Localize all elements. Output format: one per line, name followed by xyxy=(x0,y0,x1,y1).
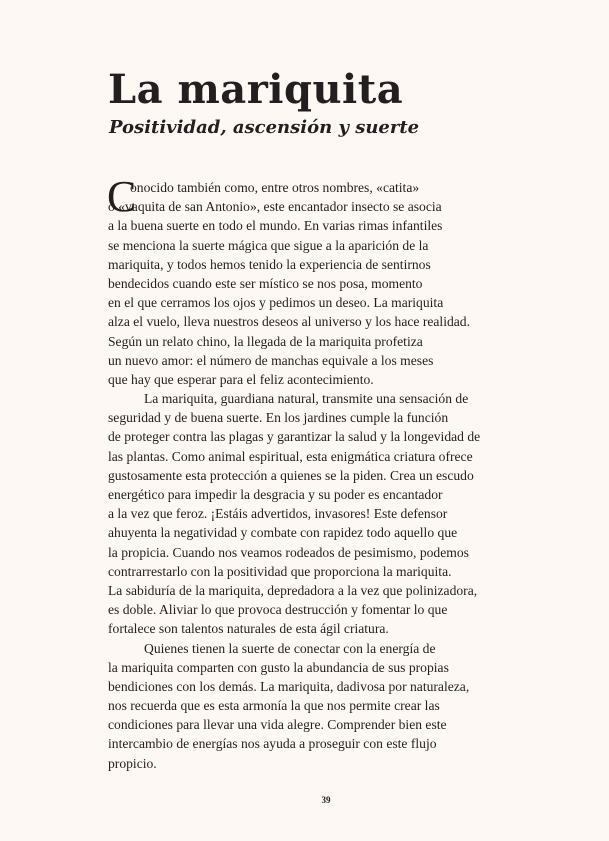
text-line: nos recuerda que es esta armonía la que nos permite crear las xyxy=(108,698,440,714)
page-number: 39 xyxy=(321,795,331,805)
page-subtitle: Positividad, ascensión y suerte xyxy=(109,117,420,138)
drop-cap: C xyxy=(107,172,137,221)
text-line: de proteger contra las plagas y garantizar la salud y la longevidad de xyxy=(108,429,481,445)
text-line: mariquita, y todos hemos tenido la experiencia de sentirnos xyxy=(108,256,431,272)
text-line: Según un relato chino, la llegada de la mariquita profetiza xyxy=(108,333,423,349)
text-line: la propicia. Cuando nos veamos rodeados de pesimismo, podemos xyxy=(108,544,469,560)
text-line: Quienes tienen la suerte de conectar con la energía de xyxy=(144,640,436,656)
text-line: C onocido también como, entre otros nombres, «catita» xyxy=(107,172,420,221)
text-line: bendiciones con los demás. La mariquita, dadivosa por naturaleza, xyxy=(108,678,470,694)
text-line: o «vaquita de san Antonio», este encantador insecto se asocia xyxy=(108,199,442,215)
text-line: alza el vuelo, lleva nuestros deseos al universo y los hace realidad. xyxy=(108,314,470,330)
body-text xyxy=(107,172,548,773)
text-line: gustosamente esta protección a quienes se la piden. Crea un escudo xyxy=(108,467,474,483)
text-line: ahuyenta la negatividad y combate con rapidez todo aquello que xyxy=(108,525,458,541)
text-line: intercambio de energías nos ayuda a proseguir con este flujo xyxy=(108,736,437,752)
text-line: la mariquita comparten con gusto la abundancia de sus propias xyxy=(108,659,449,675)
text-line: bendecidos cuando este ser místico se nos posa, momento xyxy=(108,275,423,291)
text-line: seguridad y de buena suerte. En los jardines cumple la función xyxy=(108,410,449,426)
text-line: un nuevo amor: el número de manchas equivale a los meses xyxy=(108,352,434,368)
text-line: fortalece son talentos naturales de esta ágil criatura. xyxy=(108,621,389,637)
text-line: condiciones para llevar una vida alegre. Comprender bien este xyxy=(108,717,447,733)
text-line: en el que cerramos los ojos y pedimos un deseo. La mariquita xyxy=(108,295,444,311)
text-line: las plantas. Como animal espiritual, esta enigmática criatura ofrece xyxy=(108,448,473,464)
text-line: a la buena suerte en todo el mundo. En varias rimas infantiles xyxy=(108,218,443,234)
text-line: a la vez que feroz. ¡Estáis advertidos, invasores! Este defensor xyxy=(108,506,448,522)
text-line: contrarrestarlo con la positividad que proporciona la mariquita. xyxy=(108,563,452,579)
text-line: propicio. xyxy=(108,755,157,771)
page-title: La mariquita xyxy=(108,66,404,113)
text-line: que hay que esperar para el feliz acontecimiento. xyxy=(108,371,374,387)
text-line: La mariquita, guardiana natural, transmite una sensación de xyxy=(144,391,469,407)
text-line: La sabiduría de la mariquita, depredadora a la vez que polinizadora, xyxy=(108,582,478,598)
text-line: energético para impedir la desgracia y su poder es encantador xyxy=(108,487,443,502)
text-line: se menciona la suerte mágica que sigue a la aparición de la xyxy=(108,237,429,253)
text-line: es doble. Aliviar lo que provoca destrucción y fomentar lo que xyxy=(108,602,448,618)
